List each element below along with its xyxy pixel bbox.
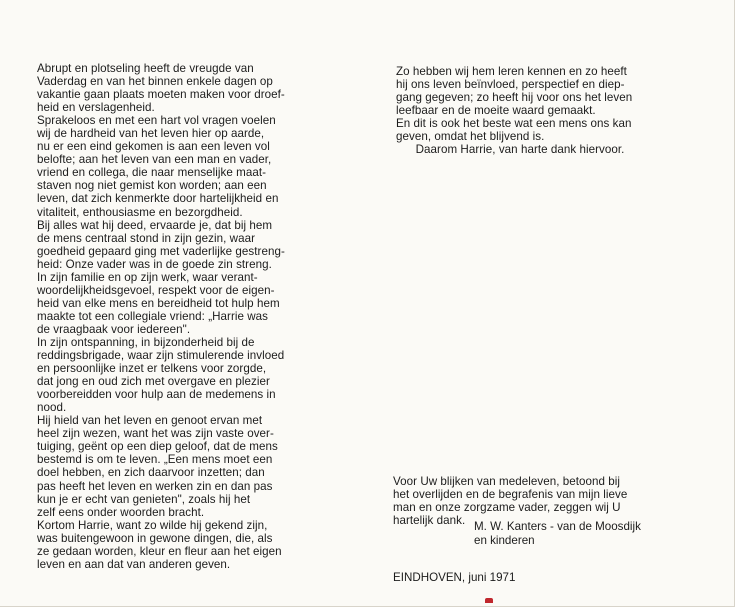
text-line: en persoonlijke inzet er telkens voor zorgde, (37, 362, 267, 376)
text-line: gang gegeven; zo heeft hij voor ons het leven (396, 91, 633, 105)
signature-block (474, 520, 641, 547)
text-line: hij ons leven beïnvloed, perspectief en diep- (396, 78, 625, 92)
red-ink-mark (485, 598, 493, 603)
left-text-column (37, 62, 347, 571)
text-line: bestemd is om te leven. „Een mens moet een (37, 453, 273, 467)
text-line: heid van elke mens en bereidheid tot hulp hem (37, 296, 280, 310)
text-line: hartelijk dank. (393, 514, 466, 528)
text-line: het overlijden en de begrafenis van mijn lieve (393, 488, 628, 502)
text-line: voorbereidden voor hulp aan de medemens in (37, 388, 276, 402)
text-line: geven, omdat het blijvend is. (396, 130, 545, 144)
text-line: vakantie gaan plaats moeten maken voor droef- (37, 88, 285, 102)
text-line: nood. (37, 401, 67, 415)
text-line: was buitengewoon in gewone dingen, die, als (37, 531, 273, 545)
text-line: Bij alles wat hij deed, ervaarde je, dat bij hem (37, 218, 273, 232)
text-line: Hij hield van het leven en genoot ervan met (37, 414, 263, 428)
text-line: En dit is ook het beste wat een mens ons kan (396, 117, 632, 131)
text-line: heid: Onze vader was in de goede zin streng. (37, 257, 272, 271)
text-line: Kortom Harrie, want zo wilde hij gekend zijn, (37, 518, 268, 532)
text-line: vitaliteit, enthousiasme en bezorgdheid. (37, 205, 243, 219)
text-line: Sprakeloos en met een hart vol vragen voelen (37, 114, 276, 128)
text-line: Abrupt en plotseling heeft de vreugde van (37, 62, 254, 75)
text-line: kun je er echt van genieten", zoals hij het (37, 492, 251, 506)
text-line: heid en verslagenheid. (37, 101, 155, 115)
text-line: Zo hebben wij hem leren kennen en zo heeft (396, 65, 627, 78)
text-line: heel zijn wezen, want het was zijn vaste over- (37, 427, 274, 441)
text-line: In zijn familie en op zijn werk, waar verant- (37, 270, 258, 284)
text-line: Vaderdag en van het binnen enkele dagen op (37, 75, 273, 89)
text-line: leven, dat zich kenmerkte door hartelijkheid en (37, 192, 279, 206)
text-line: leefbaar en de moeite waard gemaakt. (396, 104, 596, 118)
text-line: Daarom Harrie, van harte dank hiervoor. (396, 143, 625, 157)
text-line: de mens centraal stond in zijn gezin, waar (37, 231, 255, 245)
text-line: nu er een eind gekomen is aan een leven vol (37, 140, 270, 154)
text-line: reddingsbrigade, waar zijn stimulerende invloed (37, 349, 285, 363)
text-line: belofte; aan het leven van een man en vader, (37, 153, 272, 167)
text-line: goedheid gepaard ging met vaderlijke gestreng- (37, 244, 285, 258)
text-line: ze gedaan worden, kleur en fleur aan het eigen (37, 544, 282, 558)
text-line: man en onze zorgzame vader, zeggen wij U (393, 501, 621, 515)
text-line: pas heeft het leven en werken zin en dan pas (37, 479, 273, 493)
text-line: tuiging, geënt op een diep geloof, dat de mens (37, 440, 278, 454)
signature-family: en kinderen (474, 533, 535, 547)
text-line: leven en aan dat van anderen geven. (37, 557, 231, 571)
text-line: vriend en collega, die naar menselijke maat- (37, 166, 267, 180)
text-line: In zijn ontspanning, in bijzonderheid bij de (37, 335, 255, 349)
place-date: EINDHOVEN, juni 1971 (393, 571, 516, 584)
text-line: zelf eens onder woorden bracht. (37, 505, 205, 519)
text-line: wij de hardheid van het leven hier op aarde, (37, 127, 265, 141)
text-line: doel hebben, en zich daarvoor inzetten; dan (37, 466, 265, 480)
text-line: de vraagbaak voor iedereen". (37, 322, 191, 336)
text-line: staven nog niet gemist kon worden; aan een (37, 179, 267, 193)
signature-name: M. W. Kanters - van de Moosdijk (474, 520, 641, 533)
text-line: maakte tot een collegiale vriend: „Harrie was (37, 309, 269, 323)
text-line: dat jong en oud zich met overgave en plezier (37, 375, 270, 389)
right-text-column (396, 65, 714, 156)
text-line: Voor Uw blijken van medeleven, betoond bij (393, 475, 621, 488)
text-line: woordelijkheidsgevoel, respekt voor de eigen- (37, 283, 275, 297)
